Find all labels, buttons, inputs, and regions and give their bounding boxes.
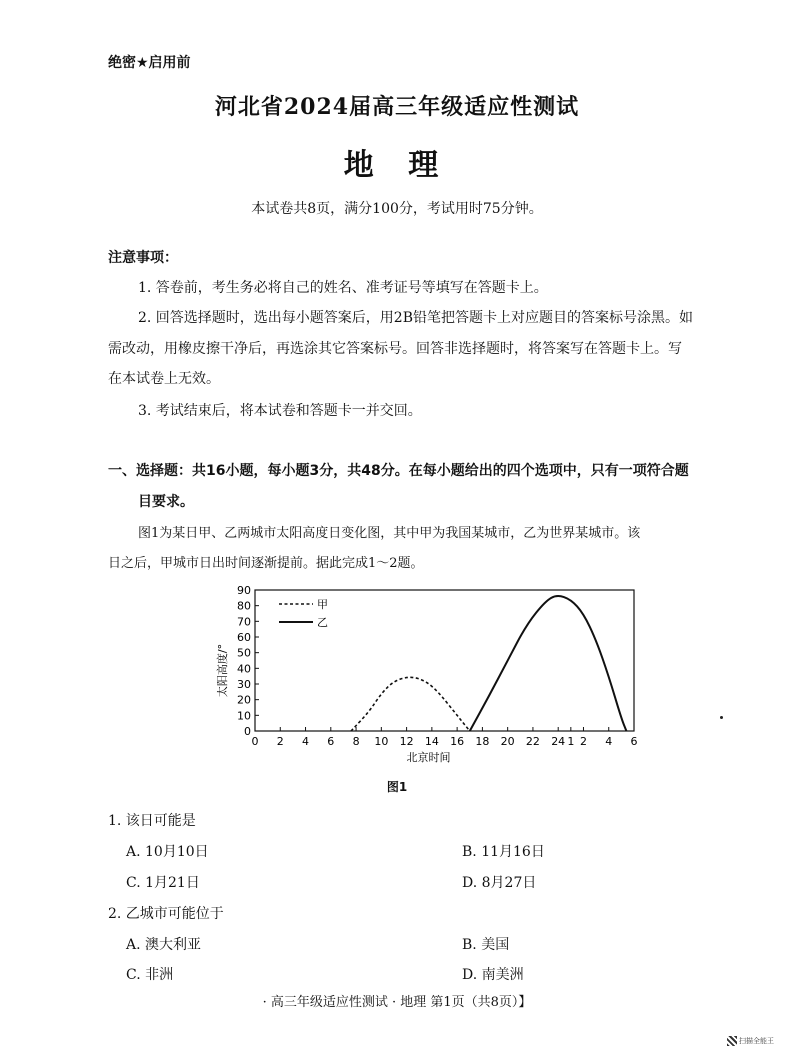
scan-speck [720, 716, 723, 719]
x-axis-label: 北京时间 [406, 751, 451, 764]
notice-item-2-end: 在本试卷上无效。 [108, 371, 220, 387]
series-line-乙 [470, 596, 627, 731]
x-tick-label: 2 [276, 735, 284, 748]
notice-item-1: 1. 答卷前，考生务必将自己的姓名、准考证号等填写在答题卡上。 [138, 280, 548, 296]
legend-label-乙: 乙 [317, 616, 328, 629]
series-line-甲 [351, 677, 470, 731]
exam-meta: 本试卷共8页，满分100分，考试用时75分钟。 [251, 201, 543, 217]
question-2-option-a: A. 澳大利亚 [126, 937, 202, 953]
exam-title: 河北省2024届高三年级适应性测试 [214, 94, 580, 120]
y-tick-label: 20 [237, 693, 251, 707]
question-2-option-b: B. 美国 [462, 937, 510, 953]
notice-item-3: 3. 考试结束后，将本试卷和答题卡一并交回。 [138, 403, 422, 419]
x-tick-label: 6 [630, 735, 638, 748]
question-2-option-d: D. 南美洲 [462, 967, 524, 983]
x-tick-label: 4 [302, 735, 310, 748]
figure-intro: 图1为某日甲、乙两城市太阳高度日变化图，其中甲为我国某城市，乙为世界某城市。该 [138, 526, 641, 541]
figure-intro-cont: 日之后，甲城市日出时间逐渐提前。据此完成1～2题。 [108, 556, 424, 571]
qr-code-icon [727, 1036, 737, 1046]
x-tick-label: 24 [551, 735, 566, 748]
y-axis-label: 太阳高度/° [216, 643, 229, 698]
y-tick-label: 30 [237, 678, 251, 691]
y-tick-label: 60 [237, 631, 251, 644]
x-tick-label: 8 [352, 735, 360, 748]
x-tick-label: 22 [525, 735, 540, 748]
figure-caption: 图1 [386, 780, 408, 794]
notice-heading: 注意事项： [108, 250, 178, 266]
y-tick-label: 90 [237, 584, 251, 597]
x-tick-label: 14 [424, 735, 439, 748]
question-1-option-d: D. 8月27日 [462, 875, 537, 891]
confidential-label: 绝密★启用前 [108, 55, 191, 71]
y-tick-label: 40 [237, 662, 251, 676]
scanner-watermark: 扫描全能王 [739, 1037, 774, 1045]
question-2-stem: 2. 乙城市可能位于 [108, 906, 224, 922]
question-1-option-a: A. 10月10日 [126, 844, 209, 860]
section-heading: 一、选择题：共16小题，每小题3分，共48分。在每小题给出的四个选项中，只有一项符合题 [108, 463, 689, 479]
plot-frame [255, 590, 634, 731]
x-tick-label: 20 [500, 735, 515, 748]
notice-item-2-cont: 需改动，用橡皮擦干净后，再选涂其它答案标号。回答非选择题时，将答案写在答题卡上。写 [108, 341, 682, 357]
x-tick-label: 18 [475, 735, 490, 748]
y-tick-label: 10 [237, 709, 251, 723]
section-heading-cont: 目要求。 [138, 494, 194, 510]
legend-label-甲: 甲 [317, 598, 328, 611]
x-tick-label: 4 [605, 735, 613, 748]
y-tick-label: 50 [237, 646, 251, 660]
question-1-option-c: C. 1月21日 [126, 875, 200, 891]
solar-altitude-chart [210, 580, 650, 770]
x-tick-label: 10 [374, 735, 389, 748]
question-1-stem: 1. 该日可能是 [108, 813, 196, 829]
x-tick-label: 2 [579, 735, 587, 748]
y-tick-label: 0 [244, 725, 251, 738]
notice-item-2: 2. 回答选择题时，选出每小题答案后，用2B铅笔把答题卡上对应题目的答案标号涂黑。如 [138, 310, 694, 326]
question-1-option-b: B. 11月16日 [462, 844, 545, 860]
x-tick-label: 1 [567, 735, 575, 748]
page-footer: · 高三年级适应性测试 · 地理 第1页（共8页）】 [262, 995, 532, 1010]
y-tick-label: 70 [237, 615, 251, 629]
question-2-option-c: C. 非洲 [126, 967, 174, 983]
x-tick-label: 16 [450, 735, 465, 748]
x-tick-label: 6 [327, 735, 335, 748]
x-tick-label: 12 [399, 735, 414, 748]
subject-title: 地 理 [343, 148, 451, 183]
y-tick-label: 80 [237, 599, 251, 613]
x-tick-label: 0 [251, 735, 259, 748]
